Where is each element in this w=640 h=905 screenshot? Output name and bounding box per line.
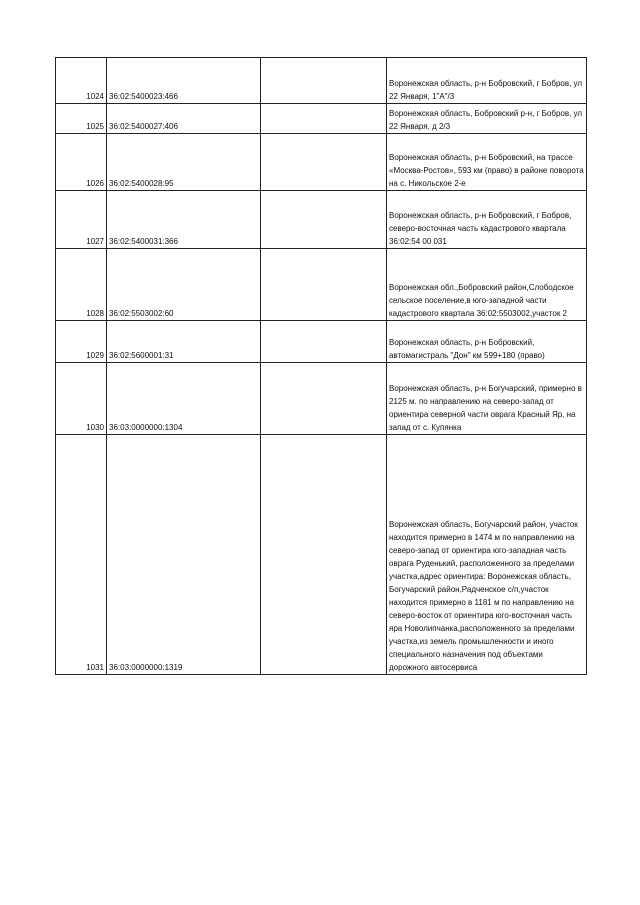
table-row	[56, 321, 587, 363]
empty-cell	[261, 58, 387, 104]
cadastral-number-cell: 36:03:0000000:1319	[107, 435, 261, 675]
empty-cell	[261, 363, 387, 435]
cadastral-number-cell: 36:03:0000000:1304	[107, 363, 261, 435]
address-cell: Воронежская область, р-н Бобровский, г Бобров, северо-восточная часть кадастрового квартала 36:02:54 00 031	[387, 191, 587, 249]
cadastral-number-cell: 36:02:5400028:95	[107, 134, 261, 191]
table-row	[56, 363, 587, 435]
empty-cell	[261, 134, 387, 191]
address-cell: Воронежская область, р-н Бобровский, г Бобров, ул 22 Января, 1"А"/3	[387, 58, 587, 104]
table-row	[56, 435, 587, 675]
row-number-cell: 1030	[56, 363, 107, 435]
cadastral-number-cell: 36:02:5400023:466	[107, 58, 261, 104]
address-cell: Воронежская область, р-н Бобровский, автомагистраль "Дон" км 599+180 (право)	[387, 321, 587, 363]
address-cell: Воронежская область, Бобровский р-н, г Бобров, ул 22 Января, д 2/3	[387, 104, 587, 134]
empty-cell	[261, 249, 387, 321]
row-number-cell: 1026	[56, 134, 107, 191]
empty-cell	[261, 321, 387, 363]
row-number-cell: 1031	[56, 435, 107, 675]
table-row	[56, 58, 587, 104]
cadastral-number-cell: 36:02:5400027:406	[107, 104, 261, 134]
empty-cell	[261, 104, 387, 134]
table-row	[56, 134, 587, 191]
address-cell: Воронежская область, р-н Бобровский, на трассе «Москва-Ростов», 593 км (право) в районе поворота на с. Никольское 2-е	[387, 134, 587, 191]
row-number-cell: 1024	[56, 58, 107, 104]
cadastral-register-table	[55, 57, 587, 675]
table-row	[56, 104, 587, 134]
row-number-cell: 1027	[56, 191, 107, 249]
row-number-cell: 1025	[56, 104, 107, 134]
address-cell: Воронежская область, р-н Богучарский, примерно в 2125 м. по направлению на северо-запад от ориентира северной части оврага Красный Яр, на запад от с. Купянка	[387, 363, 587, 435]
address-cell: Воронежская область, Богучарский район, участок находится примерно в 1474 м по направлению на северо-запад от ориентира юго-западная часть оврага Руденький, расположенного за пределами участка,адрес ориентира: Воронежская область, Богучарский район,Радченское с/п,участок находится примерно в 1181 м по направлению на северо-восток от ориентира юго-восточная часть яра Новолипчанка,расположенного за пределами участка,из земель промышленности и иного специального назначения под объектами дорожного автосервиса	[387, 435, 587, 675]
row-number-cell: 1029	[56, 321, 107, 363]
cadastral-number-cell: 36:02:5503002:60	[107, 249, 261, 321]
empty-cell	[261, 191, 387, 249]
table-row	[56, 249, 587, 321]
cadastral-number-cell: 36:02:5400031:366	[107, 191, 261, 249]
empty-cell	[261, 435, 387, 675]
cadastral-number-cell: 36:02:5600001:31	[107, 321, 261, 363]
row-number-cell: 1028	[56, 249, 107, 321]
address-cell: Воронежская обл.,Бобровский район,Слободское сельское поселение,в юго-западной части кадастрового квартала 36:02:5503002,участок 2	[387, 249, 587, 321]
table-row	[56, 191, 587, 249]
